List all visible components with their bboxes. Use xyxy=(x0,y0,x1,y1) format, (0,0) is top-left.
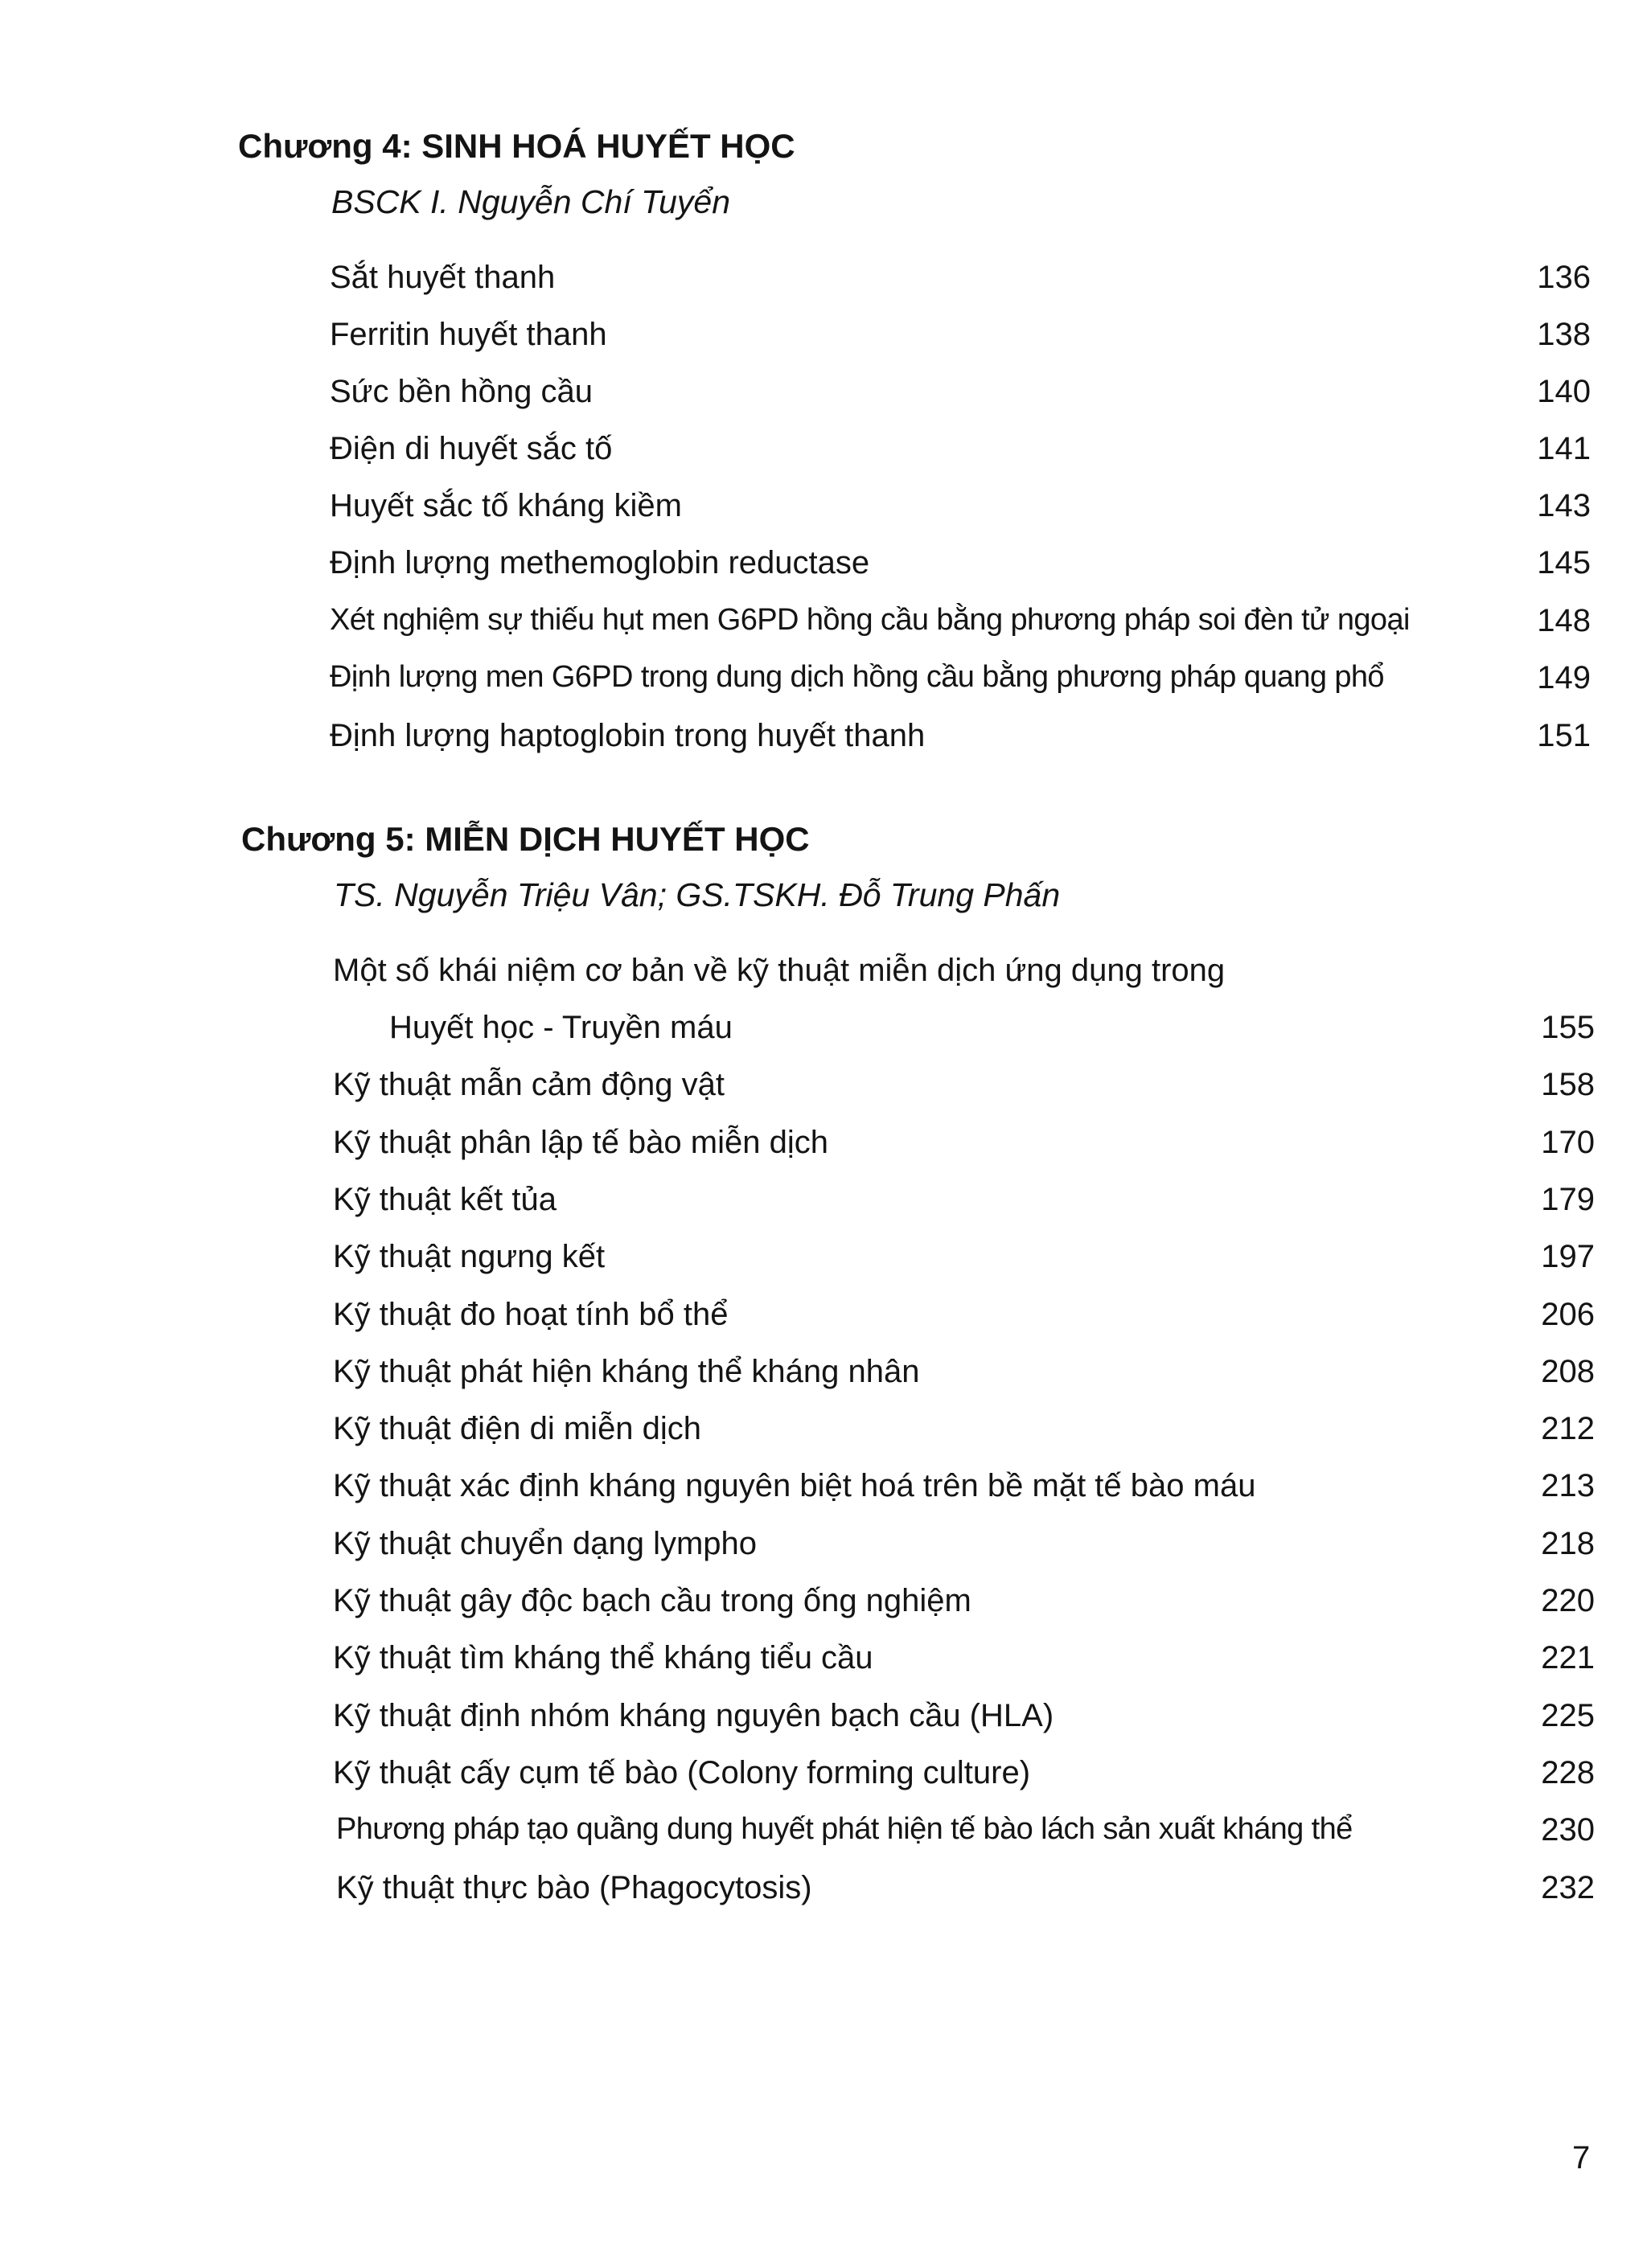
toc-entry[interactable] xyxy=(0,1583,1647,1631)
chapter-title: Chương 5: MIỄN DỊCH HUYẾT HỌC xyxy=(241,820,810,858)
toc-entry[interactable] xyxy=(0,1640,1647,1688)
toc-entry[interactable] xyxy=(0,603,1647,651)
toc-entry[interactable] xyxy=(0,1297,1647,1345)
chapter-author: BSCK I. Nguyễn Chí Tuyển xyxy=(331,183,731,220)
entry-page: 158 xyxy=(1541,1067,1595,1102)
toc-entry[interactable] xyxy=(0,1468,1647,1516)
entry-page: 138 xyxy=(1537,317,1591,352)
chapter-title: Chương 4: SINH HOÁ HUYẾT HỌC xyxy=(238,127,795,165)
entry-label: Kỹ thuật thực bào (Phagocytosis) xyxy=(336,1870,812,1905)
entry-page: 230 xyxy=(1541,1812,1595,1848)
toc-entry[interactable] xyxy=(0,1125,1647,1173)
entry-label: Xét nghiệm sự thiếu hụt men G6PD hồng cầu bằng phương pháp soi đèn tử ngoại xyxy=(330,603,1410,637)
toc-entry[interactable] xyxy=(0,545,1647,593)
entry-page: 225 xyxy=(1541,1698,1595,1733)
toc-entry[interactable] xyxy=(0,660,1647,708)
entry-label: Kỹ thuật gây độc bạch cầu trong ống nghiệm xyxy=(333,1583,971,1618)
entry-page: 232 xyxy=(1541,1870,1595,1905)
entry-label: Kỹ thuật điện di miễn dịch xyxy=(333,1411,702,1446)
toc-entry[interactable] xyxy=(0,1755,1647,1803)
entry-label: Một số khái niệm cơ bản về kỹ thuật miễn dịch ứng dụng trong xyxy=(333,953,1226,988)
entry-page: 206 xyxy=(1541,1297,1595,1332)
toc-entry[interactable] xyxy=(0,1239,1647,1287)
entry-page: 136 xyxy=(1537,260,1591,295)
entry-label: Sức bền hồng cầu xyxy=(330,374,593,409)
entry-label: Kỹ thuật phát hiện kháng thể kháng nhân xyxy=(333,1354,920,1389)
entry-page: 208 xyxy=(1541,1354,1595,1389)
entry-page: 148 xyxy=(1537,603,1591,638)
page-number: 7 xyxy=(1572,2140,1591,2176)
entry-page: 151 xyxy=(1537,718,1591,753)
toc-entry[interactable] xyxy=(0,317,1647,365)
entry-page: 155 xyxy=(1541,1010,1595,1045)
toc-entry[interactable] xyxy=(0,1870,1647,1918)
entry-label: Ferritin huyết thanh xyxy=(330,317,607,352)
toc-entry[interactable] xyxy=(0,1067,1647,1115)
toc-entry[interactable] xyxy=(0,1010,1647,1058)
toc-entry[interactable] xyxy=(0,953,1647,1001)
entry-page: 143 xyxy=(1537,488,1591,523)
toc-entry[interactable] xyxy=(0,374,1647,422)
toc-entry[interactable] xyxy=(0,1526,1647,1574)
entry-label: Kỹ thuật phân lập tế bào miễn dịch xyxy=(333,1125,828,1160)
entry-page: 141 xyxy=(1537,431,1591,466)
entry-page: 197 xyxy=(1541,1239,1595,1274)
entry-page: 149 xyxy=(1537,660,1591,695)
entry-page: 220 xyxy=(1541,1583,1595,1618)
entry-page: 170 xyxy=(1541,1125,1595,1160)
entry-page: 221 xyxy=(1541,1640,1595,1675)
entry-label: Kỹ thuật cấy cụm tế bào (Colony forming culture) xyxy=(333,1755,1031,1790)
entry-page: 179 xyxy=(1541,1182,1595,1217)
entry-label: Huyết sắc tố kháng kiềm xyxy=(330,488,682,523)
toc-entry[interactable] xyxy=(0,1182,1647,1230)
entry-label: Kỹ thuật tìm kháng thể kháng tiểu cầu xyxy=(333,1640,873,1675)
toc-entry[interactable] xyxy=(0,718,1647,766)
toc-entry[interactable] xyxy=(0,1411,1647,1459)
entry-label: Định lượng men G6PD trong dung dịch hồng cầu bằng phương pháp quang phổ xyxy=(330,660,1384,694)
entry-label: Kỹ thuật ngưng kết xyxy=(333,1239,606,1274)
entry-page: 218 xyxy=(1541,1526,1595,1561)
toc-entry[interactable] xyxy=(0,1354,1647,1402)
entry-page: 140 xyxy=(1537,374,1591,409)
entry-label: Định lượng haptoglobin trong huyết thanh xyxy=(330,718,926,753)
entry-label: Điện di huyết sắc tố xyxy=(330,431,613,466)
entry-label: Kỹ thuật định nhóm kháng nguyên bạch cầu (HLA) xyxy=(333,1698,1054,1733)
entry-page: 228 xyxy=(1541,1755,1595,1790)
entry-label: Kỹ thuật xác định kháng nguyên biệt hoá trên bề mặt tế bào máu xyxy=(333,1468,1256,1503)
entry-page: 213 xyxy=(1541,1468,1595,1503)
entry-label: Phương pháp tạo quầng dung huyết phát hiện tế bào lách sản xuất kháng thể xyxy=(336,1812,1353,1846)
entry-label: Định lượng methemoglobin reductase xyxy=(330,545,870,580)
entry-label: Huyết học - Truyền máu xyxy=(389,1010,733,1045)
entry-label: Sắt huyết thanh xyxy=(330,260,556,295)
entry-label: Kỹ thuật đo hoạt tính bổ thể xyxy=(333,1297,729,1332)
entry-label: Kỹ thuật chuyển dạng lympho xyxy=(333,1526,758,1561)
entry-page: 212 xyxy=(1541,1411,1595,1446)
entry-label: Kỹ thuật mẫn cảm động vật xyxy=(333,1067,725,1102)
chapter-author: TS. Nguyễn Triệu Vân; GS.TSKH. Đỗ Trung Phấn xyxy=(334,876,1061,913)
toc-entry[interactable] xyxy=(0,488,1647,536)
entry-page: 145 xyxy=(1537,545,1591,580)
toc-entry[interactable] xyxy=(0,1698,1647,1746)
toc-entry[interactable] xyxy=(0,260,1647,308)
entry-label: Kỹ thuật kết tủa xyxy=(333,1182,557,1217)
toc-entry[interactable] xyxy=(0,1812,1647,1860)
toc-entry[interactable] xyxy=(0,431,1647,479)
